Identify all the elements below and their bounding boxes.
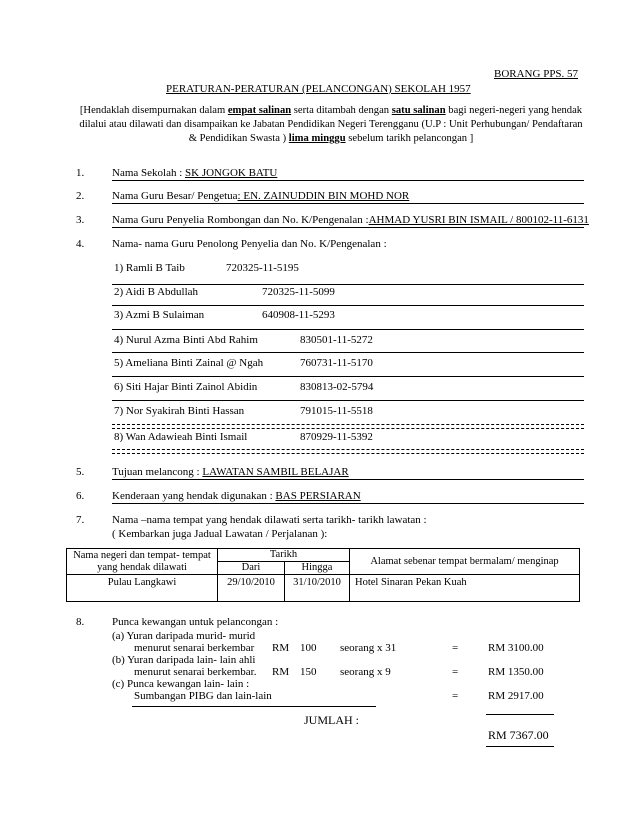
finance-b-label: (b) Yuran daripada lain- lain ahli bbox=[112, 654, 256, 666]
table-header-place: Nama negeri dan tempat- tempat yang hendak dilawati bbox=[67, 549, 218, 575]
table-cell-stay: Hotel Sinaran Pekan Kuah bbox=[350, 575, 580, 602]
assistant-dashed-line bbox=[112, 453, 584, 454]
assistant-line bbox=[112, 305, 584, 306]
assistant-line bbox=[112, 400, 584, 401]
assistant-ic: 760731-11-5170 bbox=[300, 357, 373, 369]
assistant-ic: 791015-11-5518 bbox=[300, 405, 373, 417]
notice-text-3: bagi negeri-negeri yang hendak dilalui atau dilawati dan disampaikan ke Jabatan Pendidikan Negeri Terengganu (U.P : Unit Perhubungan/ Pendaftaran & Pendidikan Swasta ) bbox=[79, 105, 583, 144]
finance-b-sub: menurut senarai berkembar. bbox=[134, 666, 257, 678]
assistant-ic: 830813-02-5794 bbox=[300, 381, 374, 393]
places-sublabel: ( Kembarkan juga Jadual Lawatan / Perjalanan ): bbox=[112, 528, 328, 540]
assistants-label: Nama- nama Guru Penolong Penyelia dan No. K/Pengenalan : bbox=[112, 238, 387, 250]
finance-b-rm: RM bbox=[272, 666, 290, 678]
finance-a-sub: menurut senarai berkembar bbox=[134, 642, 255, 654]
assistant-name: 7) Nor Syakirah Binti Hassan bbox=[114, 405, 245, 417]
assistant-name: 2) Aidi B Abdullah bbox=[114, 286, 199, 298]
notice-text-1: [Hendaklah disempurnakan dalam bbox=[79, 105, 228, 116]
notice-emphasis-extra-copy: satu salinan bbox=[391, 105, 446, 116]
vehicle-value: BAS PERSIARAN bbox=[275, 490, 361, 502]
item-number-5: 5. bbox=[76, 466, 85, 478]
table-header-to: Hingga bbox=[285, 562, 350, 575]
finance-c-sub: Sumbangan PIBG dan lain-lain bbox=[134, 690, 272, 702]
assistant-name: 6) Siti Hajar Binti Zainol Abidin bbox=[114, 381, 258, 393]
assistant-line bbox=[112, 352, 584, 353]
assistant-ic: 870929-11-5392 bbox=[300, 431, 373, 443]
item-number-4: 4. bbox=[76, 238, 85, 250]
table-cell-place: Pulau Langkawi bbox=[67, 575, 218, 602]
notice-text-4: sebelum tarikh pelancongan ] bbox=[345, 133, 474, 144]
headmaster-line bbox=[112, 203, 584, 204]
table-header-stay: Alamat sebenar tempat bermalam/ menginap bbox=[350, 549, 580, 575]
assistant-dashed-line bbox=[112, 428, 584, 429]
table-header-date: Tarikh bbox=[218, 549, 350, 562]
assistant-line bbox=[112, 376, 584, 377]
vehicle-label: Kenderaan yang hendak digunakan : BAS PERSIARAN bbox=[112, 490, 361, 502]
assistant-ic: 640908-11-5293 bbox=[262, 309, 335, 321]
item-number-2: 2. bbox=[76, 190, 85, 202]
assistant-ic: 720325-11-5195 bbox=[226, 262, 299, 274]
assistant-name: 3) Azmi B Sulaiman bbox=[114, 309, 205, 321]
school-name-line bbox=[112, 180, 584, 181]
vehicle-line bbox=[112, 503, 584, 504]
supervisor-line bbox=[112, 227, 584, 228]
supervisor-label: Nama Guru Penyelia Rombongan dan No. K/Pengenalan :AHMAD YUSRI BIN ISMAIL / 800102-11-6131 bbox=[112, 214, 589, 226]
total-value: RM 7367.00 bbox=[488, 728, 549, 742]
school-name-label: Nama Sekolah : SK JONGOK BATU bbox=[112, 167, 278, 179]
finance-c-eq: = bbox=[452, 690, 459, 702]
table-header-from: Dari bbox=[218, 562, 285, 575]
finance-b-amount: 150 bbox=[300, 666, 317, 678]
finance-b-eq: = bbox=[452, 666, 459, 678]
total-bottom-line bbox=[486, 746, 554, 747]
finance-separator-line bbox=[132, 706, 376, 707]
item-number-3: 3. bbox=[76, 214, 85, 226]
notice-emphasis-copies: empat salinan bbox=[227, 105, 292, 116]
total-top-line bbox=[486, 714, 554, 715]
finance-a-amount: 100 bbox=[300, 642, 317, 654]
page-title: PERATURAN-PERATURAN (PELANCONGAN) SEKOLAH 1957 bbox=[166, 83, 471, 95]
assistant-dashed-line bbox=[112, 424, 584, 425]
notice-emphasis-weeks: lima minggu bbox=[288, 133, 346, 144]
finance-b-qty: seorang x 9 bbox=[340, 666, 391, 678]
table-cell-from: 29/10/2010 bbox=[218, 575, 285, 602]
finance-c-label: (c) Punca kewangan lain- lain : bbox=[112, 678, 250, 690]
assistant-line bbox=[112, 284, 584, 285]
purpose-label: Tujuan melancong : LAWATAN SAMBIL BELAJAR bbox=[112, 466, 349, 478]
assistant-name: 8) Wan Adawieah Binti Ismail bbox=[114, 431, 248, 443]
instruction-notice bbox=[76, 104, 586, 146]
assistant-ic: 830501-11-5272 bbox=[300, 334, 373, 346]
assistant-ic: 720325-11-5099 bbox=[262, 286, 335, 298]
headmaster-label: Nama Guru Besar/ Pengetua: EN. ZAINUDDIN BIN MOHD NOR bbox=[112, 190, 410, 202]
item-number-7: 7. bbox=[76, 514, 85, 526]
finance-a-label: (a) Yuran daripada murid- murid bbox=[112, 630, 256, 642]
assistant-dashed-line bbox=[112, 449, 584, 450]
visit-table bbox=[66, 548, 580, 602]
form-code: BORANG PPS. 57 bbox=[494, 68, 579, 80]
school-name-value: SK JONGOK BATU bbox=[185, 167, 278, 179]
headmaster-value: : EN. ZAINUDDIN BIN MOHD NOR bbox=[237, 190, 410, 202]
finance-c-total: RM 2917.00 bbox=[488, 690, 544, 702]
places-label: Nama –nama tempat yang hendak dilawati serta tarikh- tarikh lawatan : bbox=[112, 514, 427, 526]
supervisor-value: AHMAD YUSRI BIN ISMAIL / 800102-11-6131 bbox=[368, 214, 589, 226]
assistant-name: 1) Ramli B Taib bbox=[114, 262, 185, 274]
assistant-line bbox=[112, 329, 584, 330]
total-label: JUMLAH : bbox=[304, 713, 360, 727]
notice-text-2: serta ditambah dengan bbox=[291, 105, 392, 116]
item-number-8: 8. bbox=[76, 616, 85, 628]
table-cell-to: 31/10/2010 bbox=[285, 575, 350, 602]
purpose-value: LAWATAN SAMBIL BELAJAR bbox=[202, 466, 349, 478]
finance-a-qty: seorang x 31 bbox=[340, 642, 397, 654]
finance-a-total: RM 3100.00 bbox=[488, 642, 544, 654]
item-number-6: 6. bbox=[76, 490, 85, 502]
finance-label: Punca kewangan untuk pelancongan : bbox=[112, 616, 279, 628]
finance-a-eq: = bbox=[452, 642, 459, 654]
finance-b-total: RM 1350.00 bbox=[488, 666, 544, 678]
item-number-1: 1. bbox=[76, 167, 85, 179]
assistant-name: 5) Ameliana Binti Zainal @ Ngah bbox=[114, 357, 264, 369]
finance-a-rm: RM bbox=[272, 642, 290, 654]
purpose-line bbox=[112, 479, 584, 480]
assistant-name: 4) Nurul Azma Binti Abd Rahim bbox=[114, 334, 258, 346]
